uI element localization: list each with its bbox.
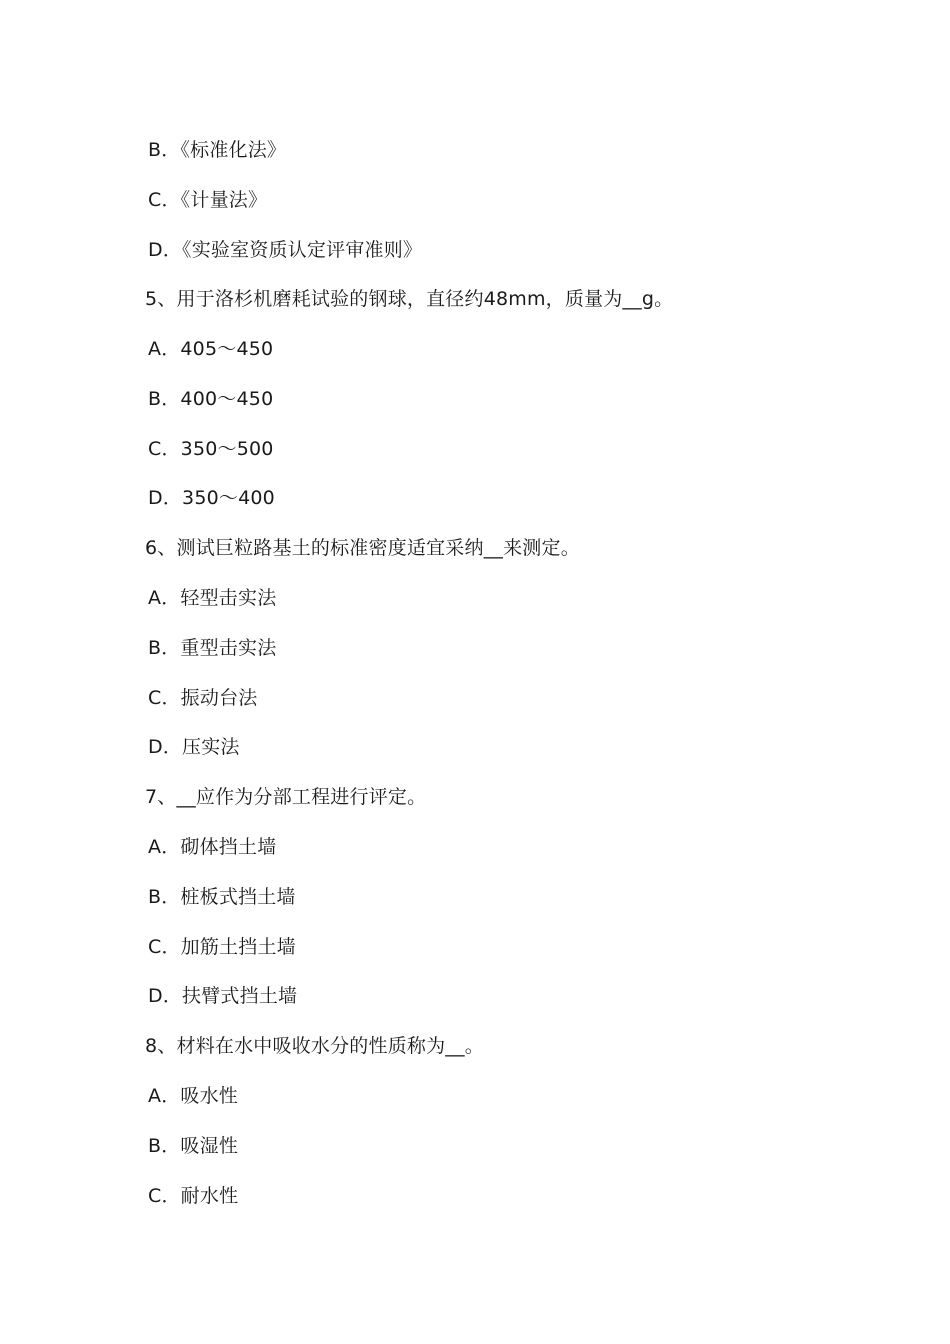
option-line: D．《实验室资质认定评审准则》 bbox=[148, 239, 423, 261]
option-line: B．400～450 bbox=[148, 388, 274, 410]
option-line: A．吸水性 bbox=[148, 1085, 238, 1107]
option-line: D．扶臂式挡土墙 bbox=[148, 985, 298, 1007]
option-line: D．350～400 bbox=[148, 487, 275, 509]
option-line: B．《标准化法》 bbox=[148, 139, 287, 161]
option-line: B．桩板式挡土墙 bbox=[148, 886, 296, 908]
option-line: C．耐水性 bbox=[148, 1185, 239, 1207]
option-line: A．轻型击实法 bbox=[148, 587, 277, 609]
question-line: 6、测试巨粒路基土的标准密度适宜采纳__来测定。 bbox=[145, 537, 580, 559]
question-line: 8、材料在水中吸收水分的性质称为__。 bbox=[145, 1035, 484, 1057]
option-line: C．350～500 bbox=[148, 438, 274, 460]
option-line: C．加筋土挡土墙 bbox=[148, 936, 296, 958]
option-line: C．《计量法》 bbox=[148, 189, 268, 211]
option-line: B．重型击实法 bbox=[148, 637, 277, 659]
option-line: A．砌体挡土墙 bbox=[148, 836, 277, 858]
question-line: 7、__应作为分部工程进行评定。 bbox=[145, 786, 427, 808]
option-line: D．压实法 bbox=[148, 736, 240, 758]
option-line: C．振动台法 bbox=[148, 687, 258, 709]
question-line: 5、用于洛杉机磨耗试验的钢球，直径约48mm，质量为__g。 bbox=[145, 288, 674, 310]
option-line: B．吸湿性 bbox=[148, 1135, 239, 1157]
option-line: A．405～450 bbox=[148, 338, 274, 360]
